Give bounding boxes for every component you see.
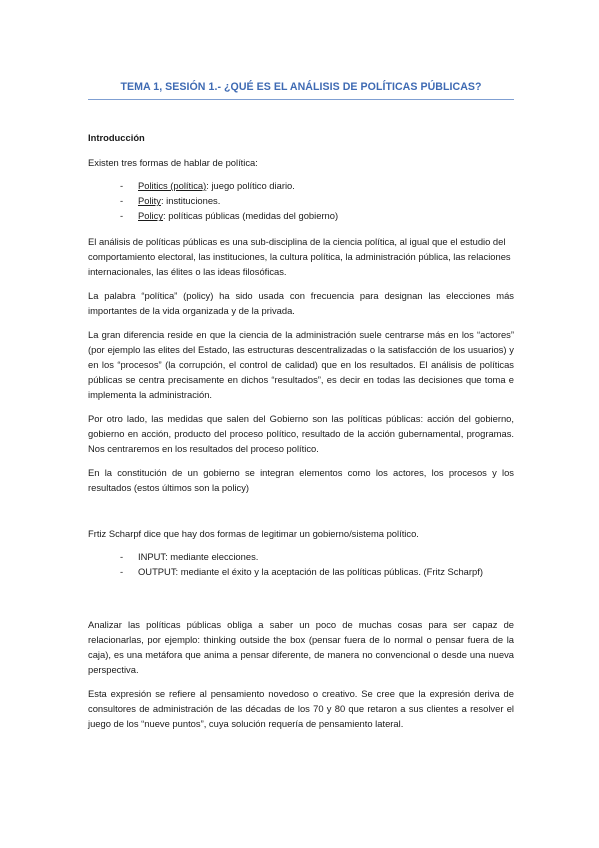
document-title: TEMA 1, SESIÓN 1.- ¿QUÉ ES EL ANÁLISIS DE POLÍTICAS PÚBLICAS? <box>120 81 482 93</box>
list-item <box>88 549 514 564</box>
politics-forms-list <box>88 178 514 224</box>
list-item <box>88 178 514 193</box>
list-term: Polity <box>138 195 161 207</box>
list-term: Politics (política) <box>138 180 207 191</box>
list-term: Policy <box>138 210 164 222</box>
paragraph: Frtiz Scharpf dice que hay dos formas de legitimar un gobierno/sistema político. <box>88 527 419 539</box>
dash-bullet: - <box>120 550 124 562</box>
list-description: : políticas públicas (medidas del gobierno) <box>163 210 339 222</box>
paragraph: Esta expresión se refiere al pensamiento novedoso o creativo. Se cree que la expresión deriva de consultores de administración de las décadas de los 70 y 80 que retaron a sus clientes a resolver el juego de los “nueve puntos”, cuya solución requería de pensamiento lateral. <box>88 688 514 730</box>
dash-bullet: - <box>120 195 124 207</box>
list-item <box>88 208 514 223</box>
paragraph: La palabra “política” (policy) ha sido usada con frecuencia para designan las elecciones más importantes de la vida organizada y de la privada. <box>88 289 514 316</box>
paragraph: Analizar las políticas públicas obliga a saber un poco de muchas cosas para ser capaz de relacionarlas, por ejemplo: thinking outside the box (pensar fuera de lo normal o pensar fuera de la caja), es una metáfora que anima a pensar diferente, de manera no convencional o desde una nueva perspectiva. <box>88 619 514 676</box>
title-underline <box>88 99 514 100</box>
paragraph: La gran diferencia reside en que la ciencia de la administración suele centrarse más en los “actores” (por ejemplo las elites del Estado, las estructuras descentralizadas o la satisfacción de los usuarios) y en los “procesos” (la corrupción, el control de calidad) que en los resultados. El análisis de políticas públicas se centra precisamente en dichos “resultados”, es decir en todas las decisiones que toma e implementa la administración. <box>88 328 514 400</box>
list-description: : instituciones. <box>160 195 221 207</box>
list-description: : juego político diario. <box>206 180 295 191</box>
list-text: OUTPUT: mediante el éxito y la aceptación de las políticas públicas. (Fritz Scharpf) <box>138 565 483 577</box>
dash-bullet: - <box>120 210 124 222</box>
dash-bullet: - <box>120 565 124 577</box>
legitimation-list <box>88 549 514 579</box>
document-body <box>88 130 514 731</box>
paragraph: En la constitución de un gobierno se integran elementos como los actores, los procesos y los resultados (estos últimos son la policy) <box>88 466 514 493</box>
section-heading: Introducción <box>88 132 145 143</box>
list-text: INPUT: mediante elecciones. <box>138 550 259 562</box>
paragraph: El análisis de políticas públicas es una sub-disciplina de la ciencia política, al igual que el estudio del comportamiento electoral, las instituciones, la cultura política, la administración pública, las relaciones internacionales, las élites o las ideas filosóficas. <box>88 235 511 277</box>
paragraph: Por otro lado, las medidas que salen del Gobierno son las políticas públicas: acción del gobierno, gobierno en acción, producto del proceso político, resultado de la acción gubernamental, programas. Nos centraremos en los resultados del proceso político. <box>88 412 514 454</box>
list-item <box>88 564 514 579</box>
list-item <box>88 193 514 208</box>
intro-line: Existen tres formas de hablar de política: <box>88 157 258 168</box>
dash-bullet: - <box>120 180 124 191</box>
